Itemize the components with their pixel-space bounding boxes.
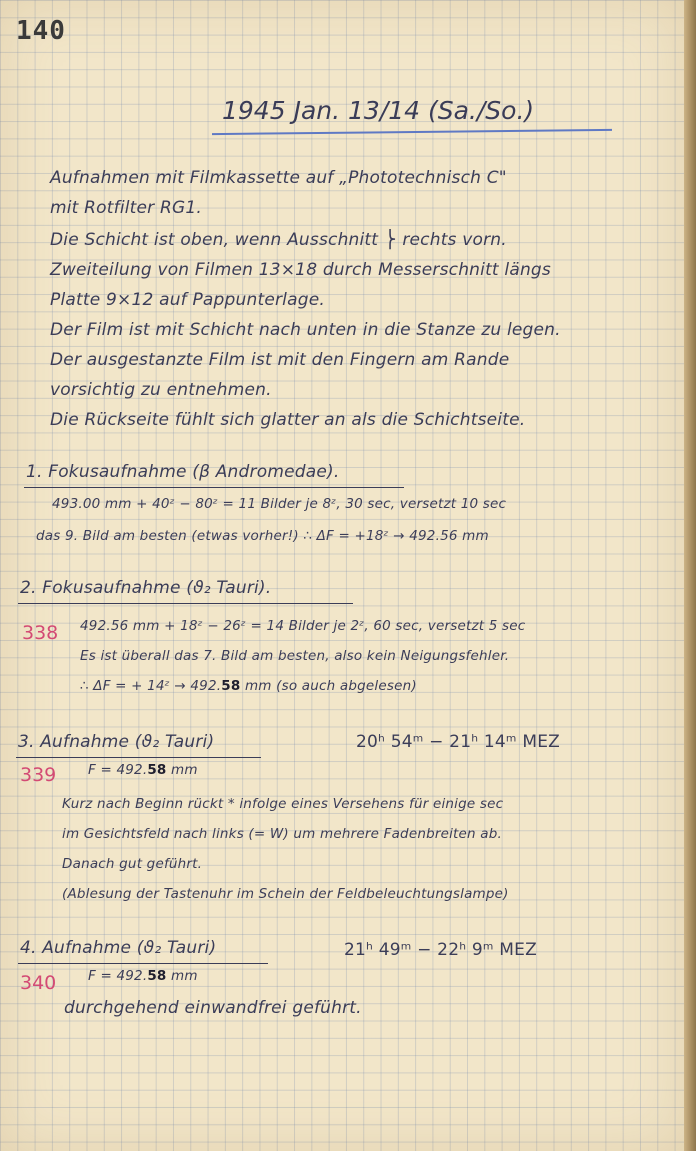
- section-3-heading: 3. Aufnahme (ϑ₂ Tauri): [18, 732, 215, 752]
- section-1-line: 493.00 mm + 40ᶻ − 80ᶻ = 11 Bilder je 8ᶻ, 30 sec, versetzt 10 sec: [52, 496, 507, 512]
- notebook-spine: [684, 0, 696, 1151]
- section-4-focus: [88, 968, 198, 984]
- intro-line: mit Rotfilter RG1.: [50, 198, 202, 218]
- section-2-heading: 2. Fokusaufnahme (ϑ₂ Tauri).: [20, 578, 272, 598]
- intro-line: Der Film ist mit Schicht nach unten in die Stanze zu legen.: [50, 320, 561, 340]
- section-3-focus: [88, 762, 198, 778]
- section-3-time: 20ʰ 54ᵐ − 21ʰ 14ᵐ MEZ: [356, 732, 560, 752]
- section-3-underline: [16, 757, 261, 758]
- text-part: ∴ ΔF = + 14ᶻ → 492.: [80, 678, 222, 694]
- section-4-heading: 4. Aufnahme (ϑ₂ Tauri): [20, 938, 217, 958]
- plate-number: 338: [22, 622, 59, 644]
- text-part: F = 492.: [88, 968, 148, 984]
- focus-value-bold: 58: [221, 678, 241, 694]
- page-number: 140: [16, 16, 66, 46]
- plate-number: 339: [20, 764, 57, 786]
- section-3-note: Danach gut geführt.: [62, 856, 203, 872]
- section-3-note: Kurz nach Beginn rückt * infolge eines Versehens für einige sec: [62, 796, 504, 812]
- section-1-underline: [24, 487, 404, 488]
- section-4-note: durchgehend einwandfrei geführt.: [64, 998, 362, 1018]
- intro-line: Platte 9×12 auf Pappunterlage.: [50, 290, 325, 310]
- section-2-line: [80, 678, 417, 694]
- intro-line: Zweiteilung von Filmen 13×18 durch Messerschnitt längs: [50, 260, 551, 280]
- intro-line: Die Schicht ist oben, wenn Ausschnitt ⎬ rechts vorn.: [50, 230, 507, 250]
- section-2-line: Es ist überall das 7. Bild am besten, also kein Neigungsfehler.: [80, 648, 510, 664]
- intro-line: vorsichtig zu entnehmen.: [50, 380, 272, 400]
- section-4-underline: [18, 963, 268, 964]
- section-1-line: das 9. Bild am besten (etwas vorher!) ∴ ΔF = +18ᶻ → 492.56 mm: [36, 528, 489, 544]
- focus-value-bold: 58: [147, 968, 167, 984]
- intro-line: Der ausgestanzte Film ist mit den Fingern am Rande: [50, 350, 510, 370]
- intro-line: Aufnahmen mit Filmkassette auf „Phototechnisch C": [50, 168, 507, 188]
- plate-number: 340: [20, 972, 57, 994]
- text-part: mm: [166, 968, 198, 984]
- entry-title: 1945 Jan. 13/14 (Sa./So.): [222, 96, 535, 125]
- focus-value-bold: 58: [147, 762, 167, 778]
- section-2-underline: [18, 603, 353, 604]
- section-4-time: 21ʰ 49ᵐ − 22ʰ 9ᵐ MEZ: [344, 940, 537, 960]
- section-3-note: (Ablesung der Tastenuhr im Schein der Feldbeleuchtungslampe): [62, 886, 509, 902]
- intro-line: Die Rückseite fühlt sich glatter an als die Schichtseite.: [50, 410, 526, 430]
- text-part: mm (so auch abgelesen): [240, 678, 417, 694]
- text-part: mm: [166, 762, 198, 778]
- text-part: F = 492.: [88, 762, 148, 778]
- section-3-note: im Gesichtsfeld nach links (= W) um mehrere Fadenbreiten ab.: [62, 826, 503, 842]
- section-2-line: 492.56 mm + 18ᶻ − 26ᶻ = 14 Bilder je 2ᶻ, 60 sec, versetzt 5 sec: [80, 618, 526, 634]
- section-1-heading: 1. Fokusaufnahme (β Andromedae).: [26, 462, 340, 482]
